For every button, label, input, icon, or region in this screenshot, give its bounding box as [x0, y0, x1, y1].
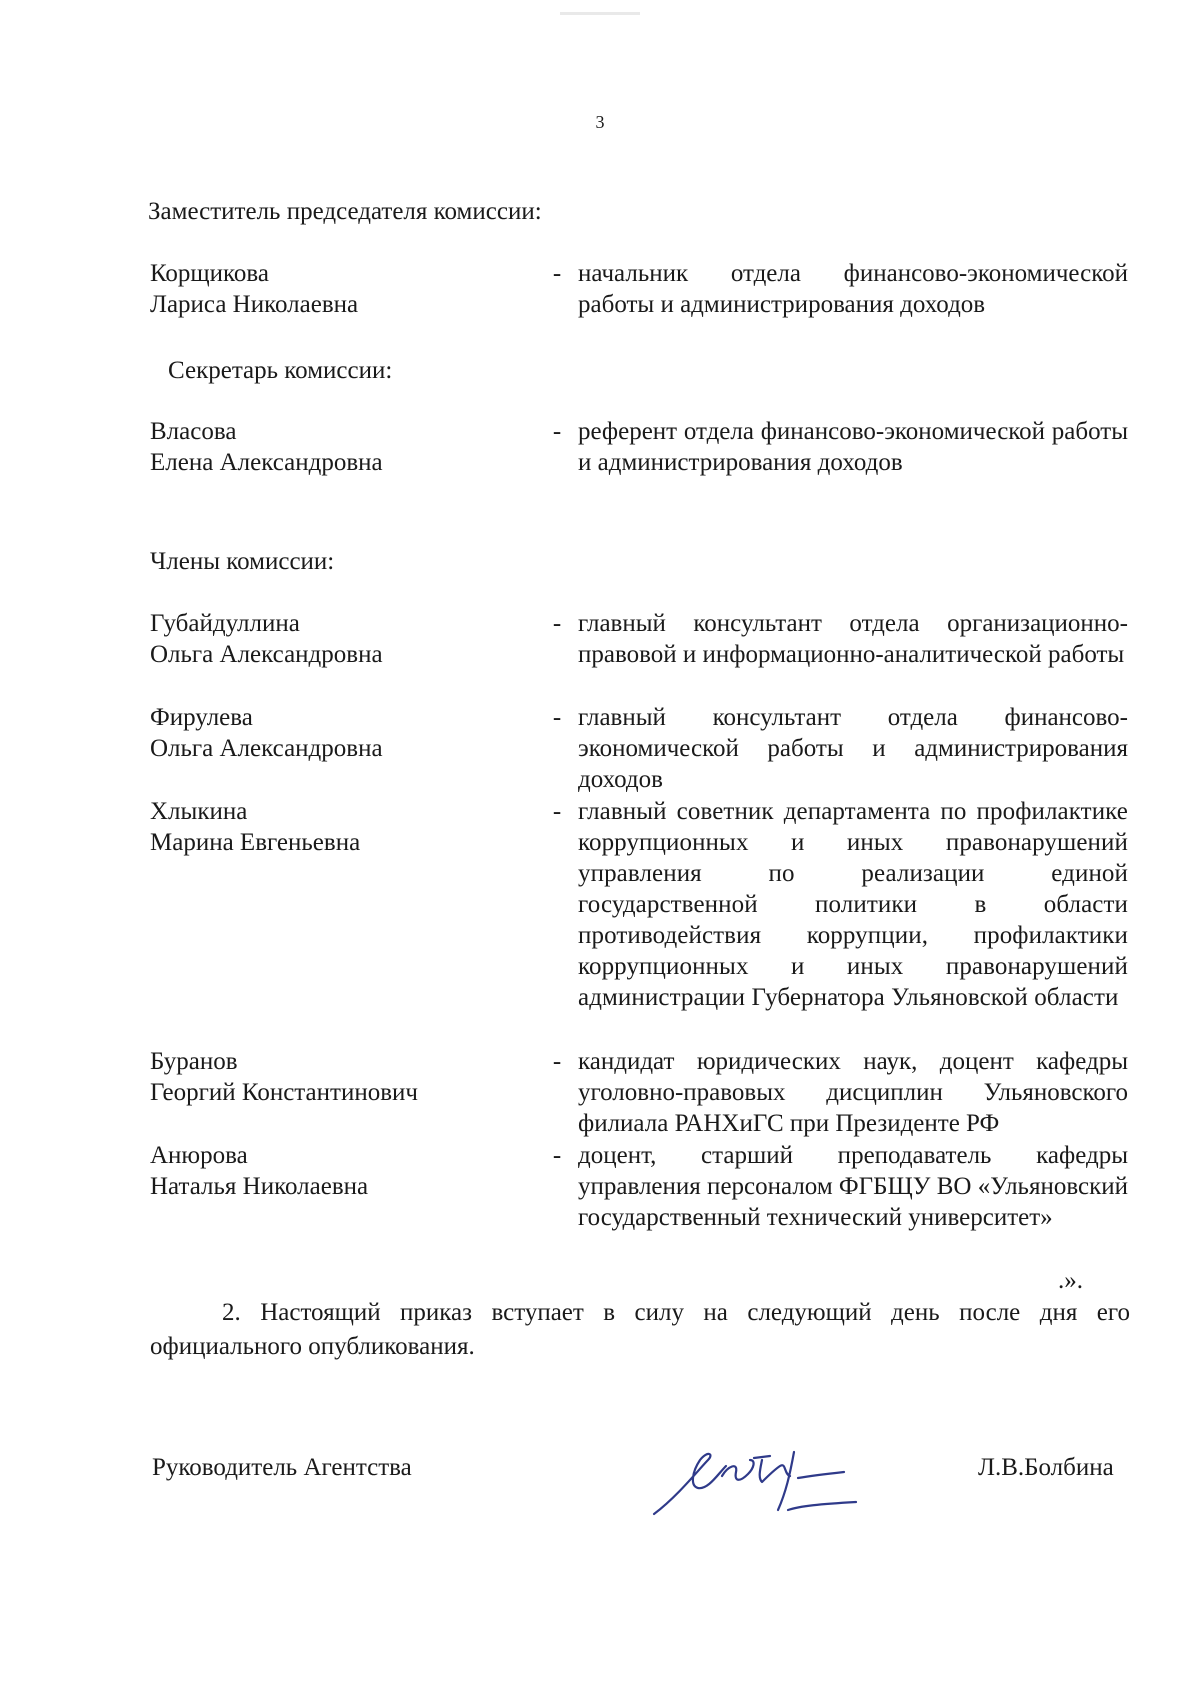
page-number: 3: [595, 112, 605, 132]
member-name: [150, 702, 540, 764]
member-given-names: Лариса Николаевна: [150, 291, 359, 318]
member-name: [150, 258, 540, 320]
member-surname: Власова: [150, 418, 237, 445]
member-surname: Хлыкина: [150, 798, 248, 825]
member-given-names: Георгий Константинович: [150, 1079, 418, 1106]
dash-separator: -: [552, 1142, 562, 1169]
member-role: главный консультант отдела финансово-экономической работы и администрирования доходов: [578, 704, 1128, 793]
member-role: главный советник департамента по профилактике коррупционных и иных правонарушений управления по реализации единой государственной политики в области противодействия коррупции, профилактики коррупционных и иных правонарушений администрации Губернатора Ульяновской области: [578, 798, 1128, 1011]
member-role: доцент, старший преподаватель кафедры управления персоналом ФГБЩУ ВО «Ульяновский государственный технический университет»: [578, 1142, 1128, 1231]
member-role: кандидат юридических наук, доцент кафедры уголовно-правовых дисциплин Ульяновского филиала РАНХиГС при Президенте РФ: [578, 1048, 1128, 1137]
member-name: [150, 416, 540, 478]
dash-separator: -: [552, 704, 562, 731]
deputy-heading: Заместитель председателя комиссии:: [148, 198, 542, 225]
member-role: референт отдела финансово-экономической работы и администрирования доходов: [578, 418, 1128, 476]
member-given-names: Елена Александровна: [150, 449, 383, 476]
member-surname: Буранов: [150, 1048, 238, 1075]
member-surname: Фирулева: [150, 704, 253, 731]
dash-separator: -: [552, 260, 562, 287]
member-role: главный консультант отдела организационно-правовой и информационно-аналитической работы: [578, 610, 1128, 668]
closing-quote-mark: .».: [1058, 1267, 1083, 1294]
signature-stroke: [650, 1430, 870, 1530]
member-name: [150, 1140, 540, 1202]
member-surname: Губайдуллина: [150, 610, 300, 637]
effective-date-paragraph: 2. Настоящий приказ вступает в силу на следующий день после дня его официального опубликования.: [150, 1299, 1130, 1360]
member-given-names: Ольга Александровна: [150, 641, 383, 668]
dash-separator: -: [552, 418, 562, 445]
member-name: [150, 796, 540, 858]
dash-separator: -: [552, 798, 562, 825]
member-surname: Корщикова: [150, 260, 270, 287]
member-role: начальник отдела финансово-экономической работы и администрирования доходов: [578, 260, 1128, 318]
member-given-names: Наталья Николаевна: [150, 1173, 369, 1200]
signer-name: Л.В.Болбина: [978, 1454, 1114, 1481]
signer-title: Руководитель Агентства: [152, 1454, 412, 1481]
member-given-names: Ольга Александровна: [150, 735, 383, 762]
member-surname: Анюрова: [150, 1142, 248, 1169]
member-name: [150, 608, 540, 670]
dash-separator: -: [552, 610, 562, 637]
handwritten-signature: [650, 1430, 870, 1530]
members-heading: Члены комиссии:: [150, 548, 335, 575]
member-given-names: Марина Евгеньевна: [150, 829, 361, 856]
dash-separator: -: [552, 1048, 562, 1075]
secretary-heading: Секретарь комиссии:: [168, 357, 393, 384]
scan-artifact: [560, 12, 640, 15]
member-name: [150, 1046, 540, 1108]
